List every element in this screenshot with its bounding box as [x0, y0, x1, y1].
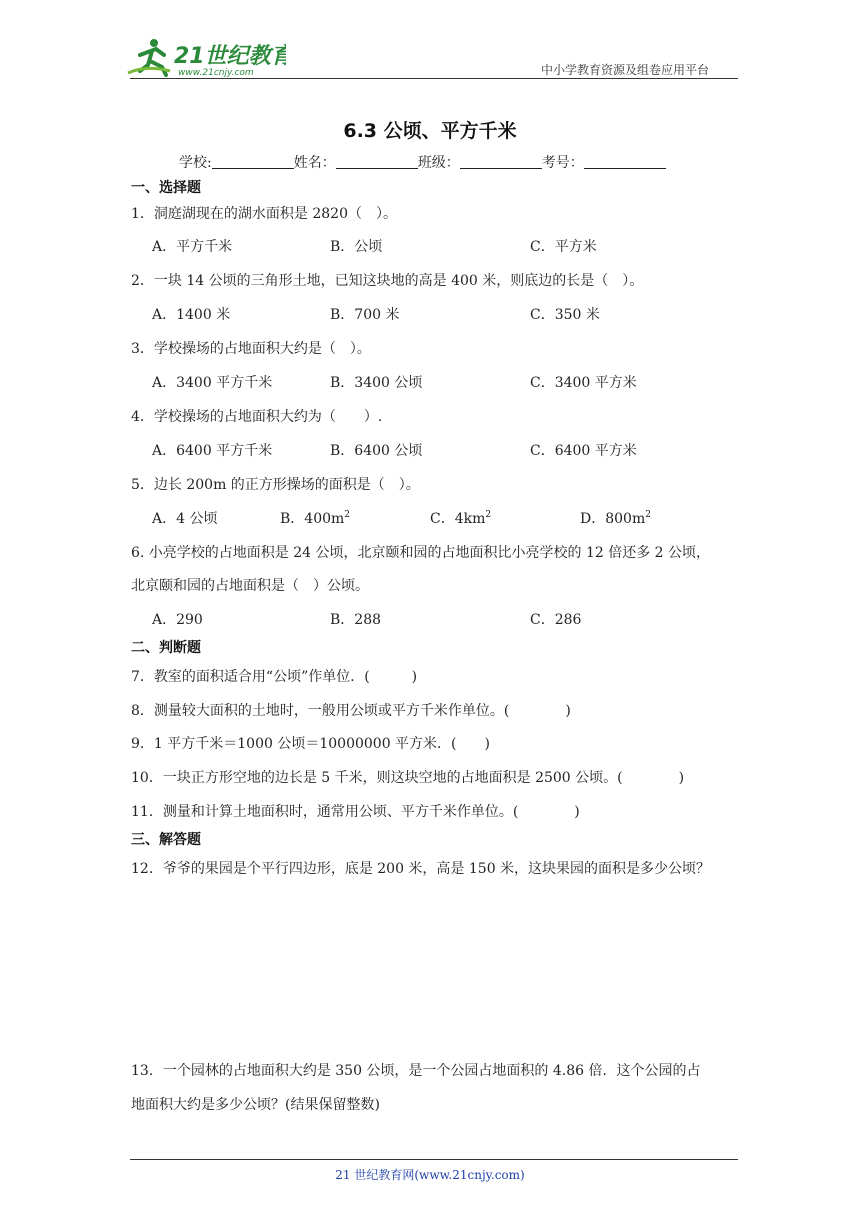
- q5-option-c: C．$4km^2$: [430, 510, 492, 527]
- section-judgement: 二、判断题: [131, 640, 201, 656]
- header-divider: [130, 78, 738, 79]
- site-logo: [126, 35, 286, 79]
- question-11: 11．测量和计算土地面积时，通常用公顷、平方千米作单位。( ): [131, 804, 580, 820]
- student-info-line: [179, 152, 666, 172]
- school-field[interactable]: [212, 154, 294, 169]
- question-6-line-2: 北京颐和园的占地面积是（ ）公顷。: [131, 578, 369, 594]
- logo-text: 21世纪教育: [174, 44, 286, 69]
- q6-option-b: B．288: [330, 612, 382, 628]
- question-1: 1．洞庭湖现在的湖水面积是 2820（ ）。: [131, 206, 397, 222]
- q1-option-b: B．公顷: [330, 239, 383, 255]
- footer-link[interactable]: 21 世纪教育网(www.21cnjy.com): [335, 1168, 525, 1182]
- q1-option-c: C．平方米: [530, 239, 597, 255]
- question-9: 9．1 平方千米＝1000 公顷＝10000000 平方米．( ): [131, 736, 490, 752]
- q3-option-c: C．3400 平方米: [530, 375, 637, 391]
- q5-option-a: A．4 公顷: [152, 511, 218, 527]
- logo-url: www.21cnjy.com: [178, 68, 254, 78]
- exam-no-field[interactable]: [584, 154, 666, 169]
- q4-option-c: C．6400 平方米: [530, 443, 637, 459]
- q2-option-a: A．1400 米: [152, 307, 231, 323]
- q6-option-c: C．286: [530, 612, 582, 628]
- exam-no-label: 考号：: [541, 155, 584, 171]
- q3-option-a: A．3400 平方千米: [152, 375, 273, 391]
- footer-divider: [130, 1159, 738, 1160]
- q5-option-d: D．$800m^2$: [580, 510, 651, 527]
- q3-option-b: B．3400 公顷: [330, 375, 423, 391]
- question-13-line-1: 13．一个园林的占地面积大约是 350 公顷，是一个公园占地面积的 4.86 倍．这个公园的占: [131, 1063, 701, 1079]
- section-solve: 三、解答题: [131, 832, 201, 848]
- question-6-line-1: 6. 小亮学校的占地面积是 24 公顷，北京颐和园的占地面积比小亮学校的 12 倍还多 2 公顷，: [131, 545, 711, 561]
- name-label: 姓名：: [293, 155, 336, 171]
- question-3: 3．学校操场的占地面积大约是（ ）。: [131, 341, 371, 357]
- question-4: 4．学校操场的占地面积大约为（ ）.: [131, 409, 383, 425]
- question-5: 5．边长 200m 的正方形操场的面积是（ ）。: [131, 477, 420, 493]
- q2-option-b: B．700 米: [330, 307, 400, 323]
- question-13-line-2: 地面积大约是多少公顷？(结果保留整数): [131, 1097, 380, 1113]
- section-choice: 一、选择题: [131, 180, 201, 196]
- question-8: 8．测量较大面积的土地时，一般用公顷或平方千米作单位。( ): [131, 703, 571, 719]
- runner-logo-icon: [126, 35, 286, 79]
- q1-option-a: A．平方千米: [152, 239, 233, 255]
- question-10: 10．一块正方形空地的边长是 5 千米，则这块空地的占地面积是 2500 公顷。( ): [131, 770, 685, 786]
- q2-option-c: C．350 米: [530, 307, 600, 323]
- name-field[interactable]: [336, 154, 418, 169]
- q4-option-b: B．6400 公顷: [330, 443, 423, 459]
- class-label: 班级：: [417, 155, 460, 171]
- q6-option-a: A．290: [152, 612, 203, 628]
- question-2: 2．一块 14 公顷的三角形土地，已知这块地的高是 400 米，则底边的长是（ ）。: [131, 273, 644, 289]
- q4-option-a: A．6400 平方千米: [152, 443, 273, 459]
- school-label: 学校:: [179, 155, 212, 171]
- question-7: 7．教室的面积适合用“公顷”作单位．( ): [131, 669, 418, 685]
- question-12: 12．爷爷的果园是个平行四边形，底是 200 米，高是 150 米，这块果园的面积是多少公顷？: [131, 861, 711, 877]
- platform-name: 中小学教育资源及组卷应用平台: [541, 63, 710, 77]
- q5-option-b: B．$400m^2$: [280, 510, 351, 527]
- page-title: 6.3 公顷、平方千米: [343, 120, 517, 142]
- class-field[interactable]: [460, 154, 542, 169]
